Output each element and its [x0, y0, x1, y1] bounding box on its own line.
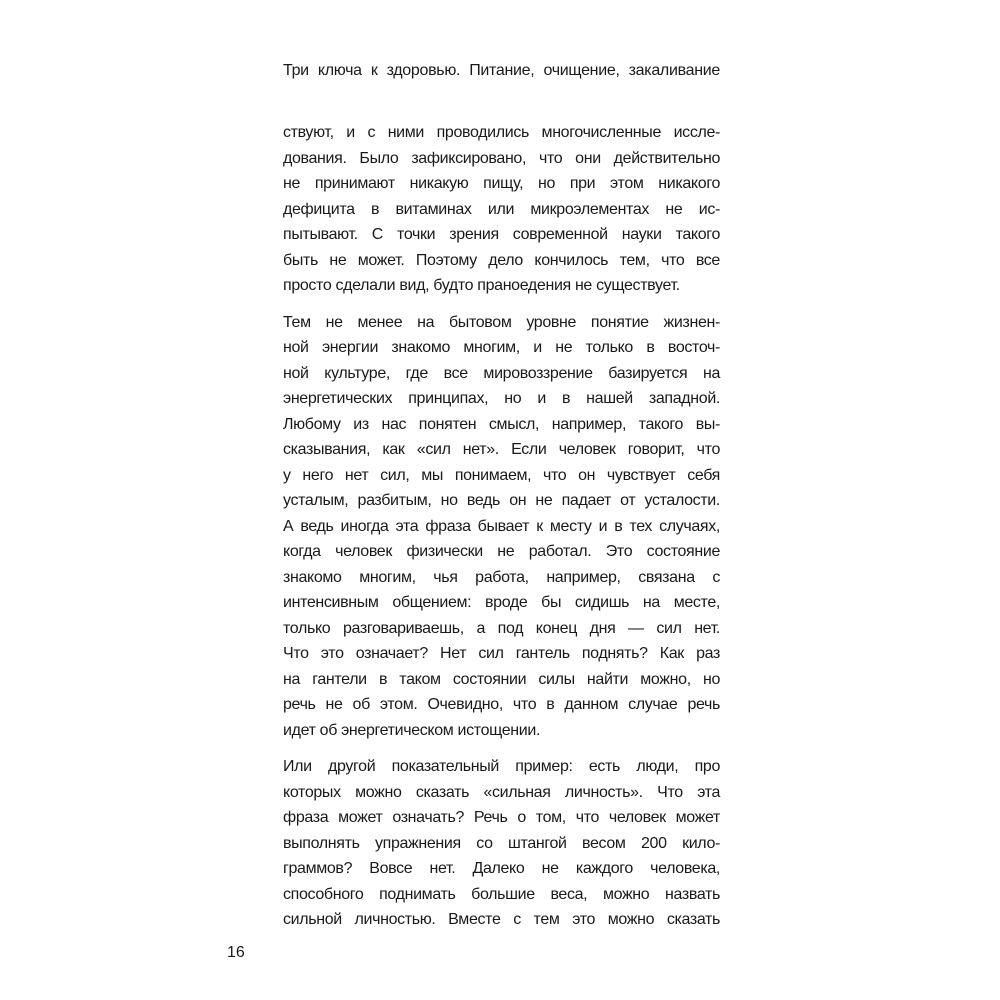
text-line: энергетических принципах, но и в нашей западной.: [283, 390, 720, 407]
text-line: дования. Было зафиксировано, что они действительно: [283, 149, 720, 167]
text-line: дефицита в витаминах или микроэлементах не ис-: [283, 200, 720, 218]
text-line: способного поднимать большие веса, можно назвать: [283, 885, 720, 903]
text-line: у него нет сил, мы понимаем, что он чувствует себя: [283, 466, 720, 484]
text-line: Или другой показательный пример: есть люди, про: [283, 758, 720, 775]
text-line: выполнять упражнения со штангой весом 200 кило-: [283, 834, 720, 852]
page-number: 16: [227, 944, 245, 961]
text-line: пытывают. С точки зрения современной науки такого: [283, 226, 720, 243]
text-line: ной энергии знакомо многим, и не только в восточ-: [283, 339, 720, 356]
paragraph: [283, 120, 720, 299]
running-header: Три ключа к здоровью. Питание, очищение, закаливание: [283, 62, 720, 79]
text-line: А ведь иногда эта фраза бывает к месту и в тех случаях,: [283, 517, 720, 535]
text-line: Любому из нас понятен смысл, например, такого вы-: [283, 415, 720, 433]
text-line: ствуют, и с ними проводились многочисленные иссле-: [283, 124, 720, 141]
text-line: усталым, разбитым, но ведь он не падает от усталости.: [283, 492, 720, 509]
text-line: Что это означает? Нет сил гантель поднять? Как раз: [283, 645, 720, 662]
text-line: на гантели в таком состоянии силы найти можно, но: [283, 670, 720, 688]
text-line: речь не об этом. Очевидно, что в данном случае речь: [283, 696, 720, 713]
text-line: фраза может означать? Речь о том, что человек может: [283, 809, 720, 826]
text-line: сильной личностью. Вместе с тем это можно сказать: [283, 911, 720, 928]
paragraph: [283, 310, 720, 744]
text-line: граммов? Вовсе нет. Далеко не каждого человека,: [283, 860, 720, 877]
text-line: идет об энергетическом истощении.: [283, 721, 541, 739]
text-line: знакомо многим, чья работа, например, связана с: [283, 568, 720, 586]
text-line: только разговариваешь, а под конец дня — сил нет.: [283, 619, 720, 637]
text-line: не принимают никакую пищу, но при этом никакого: [283, 175, 720, 192]
text-line: Тем не менее на бытовом уровне понятие жизнен-: [283, 313, 720, 331]
body-text: [283, 120, 720, 944]
text-line: которых можно сказать «сильная личность». Что эта: [283, 783, 720, 801]
paragraph: [283, 754, 720, 933]
text-line: интенсивным общением: вроде бы сидишь на месте,: [283, 594, 720, 611]
text-line: просто сделали вид, будто праноедения не существует.: [283, 277, 680, 294]
text-line: быть не может. Поэтому дело кончилось тем, что все: [283, 251, 720, 269]
text-line: сказывания, как «сил нет». Если человек говорит, что: [283, 441, 720, 458]
text-line: ной культуре, где все мировоззрение базируется на: [283, 364, 720, 382]
text-line: когда человек физически не работал. Это состояние: [283, 543, 720, 560]
